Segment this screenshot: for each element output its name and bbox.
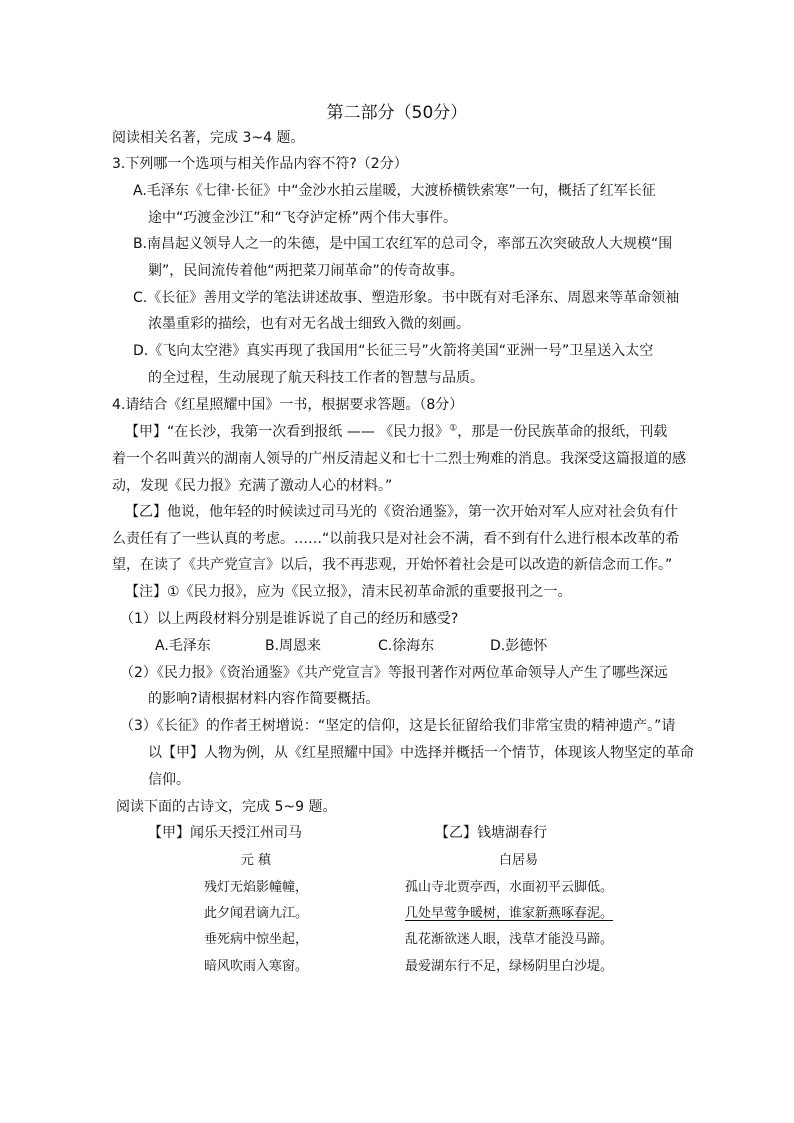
q3-option-d-line2: 的全过程，生动展现了航天科技工作者的智慧与品质。 <box>148 370 484 386</box>
q4-sub1-option-a: A.毛泽东 <box>155 638 211 654</box>
poem-jia-author: 元 稹 <box>240 853 272 868</box>
q4-sub1: （1）以上两段材料分别是谁诉说了自己的经历和感受? <box>120 611 459 627</box>
poem-yi-line-underlined: 几处早莺争暖树，谁家新燕啄春泥。 <box>405 906 614 921</box>
q4-sub1-option-b: B.周恩来 <box>265 638 322 654</box>
poem-yi-author: 白居易 <box>498 853 538 868</box>
poem-jia-title: 【甲】闻乐天授江州司马 <box>148 825 302 841</box>
q3-option-b-line2: 剿”，民间流传着他“两把菜刀闹革命”的传奇故事。 <box>148 263 464 279</box>
q4-jia-line1-a: 【甲】“在长沙，我第一次看到报纸 —— 《民力报》 <box>125 424 450 440</box>
q3-option-a-line2: 途中“巧渡金沙江”和“飞夺泸定桥”两个伟大事件。 <box>148 210 458 226</box>
q3-option-c-line1: C.《长征》善用文学的笔法讲述故事、塑造形象。书中既有对毛泽东、周恩来等革命领袖 <box>133 290 680 306</box>
poem-yi-line: 乱花渐欲迷人眼，浅草才能没马蹄。 <box>405 932 614 947</box>
q4-sub3-line2: 以【甲】人物为例，从《红星照耀中国》中选择并概括一个情节，体现该人物坚定的革命 <box>148 745 694 761</box>
footnote-marker: ① <box>449 423 458 434</box>
q4-sub3-line1: （3）《长征》的作者王树增说：“坚定的信仰，这是长征留给我们非常宝贵的精神遗产。”请 <box>120 718 676 734</box>
q4-sub2-line1: （2）《民力报》《资治通鉴》《共产党宣言》等报刊著作对两位革命领导人产生了哪些深远 <box>120 665 668 681</box>
reading-intro-2: 阅读下面的古诗文，完成 5~9 题。 <box>116 799 337 815</box>
poem-jia-line: 残灯无焰影幢幢， <box>203 880 308 895</box>
poem-jia-line: 暗风吹雨入寒窗。 <box>203 959 308 974</box>
q4-yi-line3: 望，在读了《共产党宣言》以后，我不再悲观，开始怀着社会是可以改造的新信念而工作。” <box>112 557 673 573</box>
q4-yi-line1: 【乙】他说，他年轻的时候读过司马光的《资治通鉴》，第一次开始对军人应对社会负有什 <box>125 504 678 520</box>
poem-jia-line: 此夕闻君谪九江。 <box>203 906 308 921</box>
poem-yi-line: 孤山寺北贾亭西，水面初平云脚低。 <box>405 880 614 895</box>
q4-jia-line1-b: ，那是一份民族革命的报纸，刊载 <box>457 424 668 440</box>
q4-note: 【注】①《民力报》，应为《民立报》，清末民初革命派的重要报刊之一。 <box>125 584 572 600</box>
poem-yi-line: 最爱湖东行不足，绿杨阴里白沙堤。 <box>405 959 614 974</box>
q4-sub3-line3: 信仰。 <box>148 772 190 788</box>
q4-sub2-line2: 的影响?请根据材料内容作简要概括。 <box>148 691 380 707</box>
poem-jia-line: 垂死病中惊坐起， <box>203 932 308 947</box>
q3-stem: 3.下列哪一个选项与相关作品内容不符?（2分） <box>112 156 408 172</box>
q3-option-b-line1: B.南昌起义领导人之一的朱德，是中国工农红军的总司令，率部五次突破敌人大规模“围 <box>133 236 673 252</box>
q4-jia-line2: 着一个名叫黄兴的湖南人领导的广州反清起义和七十二烈士殉难的消息。我深受这篇报道的感 <box>112 451 686 467</box>
poem-yi-title: 【乙】钱塘湖春行 <box>435 825 547 841</box>
q4-jia-line1 <box>125 422 667 442</box>
q4-sub1-option-d: D.彭德怀 <box>490 638 548 654</box>
q4-yi-line2: 么责任有了一些认真的考虑。……“以前我只是对社会不满，看不到有什么进行根本改革的希 <box>112 531 680 547</box>
q3-option-d-line1: D.《飞向太空港》真实再现了我国用“长征三号”火箭将美国“亚洲一号”卫星送入太空 <box>133 343 654 359</box>
q3-option-a-line1: A.毛泽东《七律·长征》中“金沙水拍云崖暖，大渡桥横铁索寒”一句，概括了红军长征 <box>133 183 656 199</box>
q4-stem: 4.请结合《红星照耀中国》一书，根据要求答题。（8分） <box>112 397 464 413</box>
section-title: 第二部分（50分） <box>326 103 468 123</box>
q3-option-c-line2: 浓墨重彩的描绘，也有对无名战士细致入微的刻画。 <box>148 316 470 332</box>
reading-intro-1: 阅读相关名著，完成 3~4 题。 <box>112 130 305 146</box>
q4-jia-line3: 动，发现《民力报》充满了激动人心的材料。” <box>112 478 393 494</box>
q4-sub1-option-c: C.徐海东 <box>378 638 435 654</box>
